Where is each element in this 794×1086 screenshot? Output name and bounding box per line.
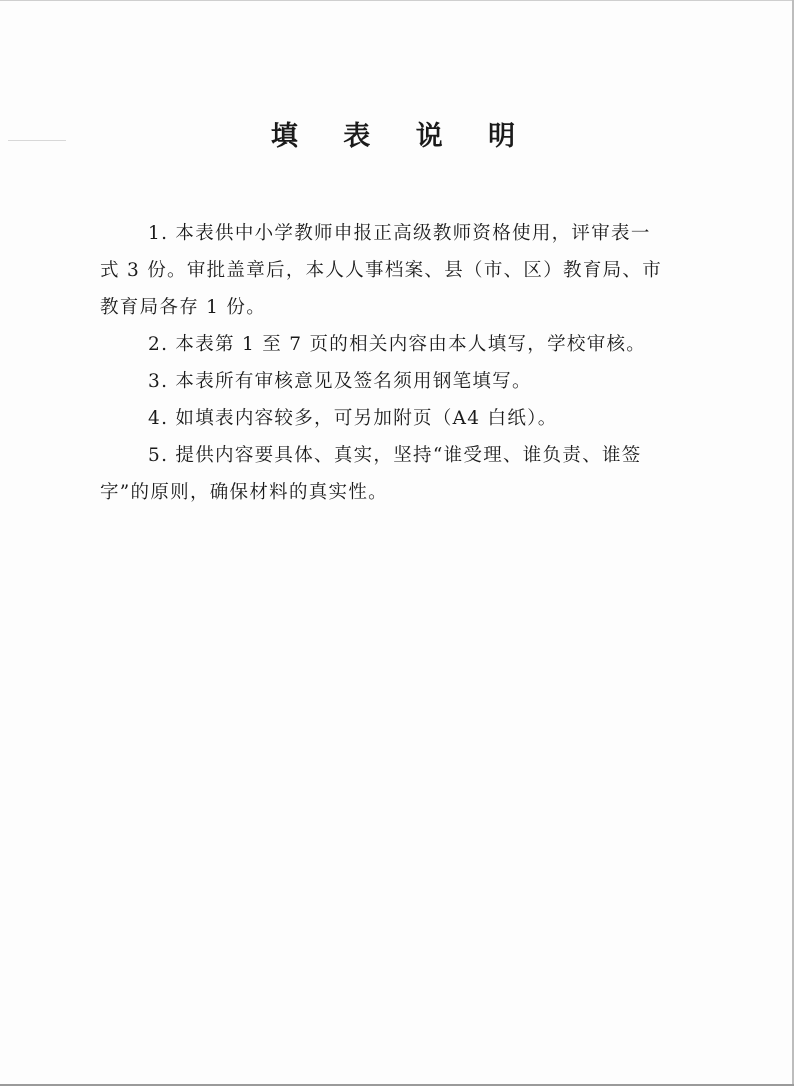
instruction-item-1	[100, 215, 698, 326]
instruction-line: 字”的原则，确保材料的真实性。	[100, 482, 388, 503]
instruction-line: 教育局各存 1 份。	[100, 297, 267, 318]
instruction-item-3	[148, 363, 698, 400]
page-title: 填 表 说 明	[270, 121, 534, 152]
instruction-item-5	[100, 437, 698, 511]
instruction-line: 2. 本表第 1 至 7 页的相关内容由本人填写，学校审核。	[148, 334, 647, 355]
instruction-item-2	[148, 326, 698, 363]
instruction-item-4	[148, 400, 698, 437]
instruction-line: 3. 本表所有审核意见及签名须用钢笔填写。	[148, 371, 532, 392]
instruction-line: 4. 如填表内容较多，可另加附页（A4 白纸）。	[148, 408, 558, 429]
scan-edge-top	[0, 0, 794, 1]
instructions-list	[100, 215, 698, 511]
instruction-line: 1. 本表供中小学教师申报正高级教师资格使用，评审表一	[148, 223, 651, 244]
instruction-line: 5. 提供内容要具体、真实，坚持“谁受理、谁负责、谁签	[148, 445, 642, 466]
instruction-line: 式 3 份。审批盖章后，本人人事档案、县（市、区）教育局、市	[100, 260, 663, 281]
